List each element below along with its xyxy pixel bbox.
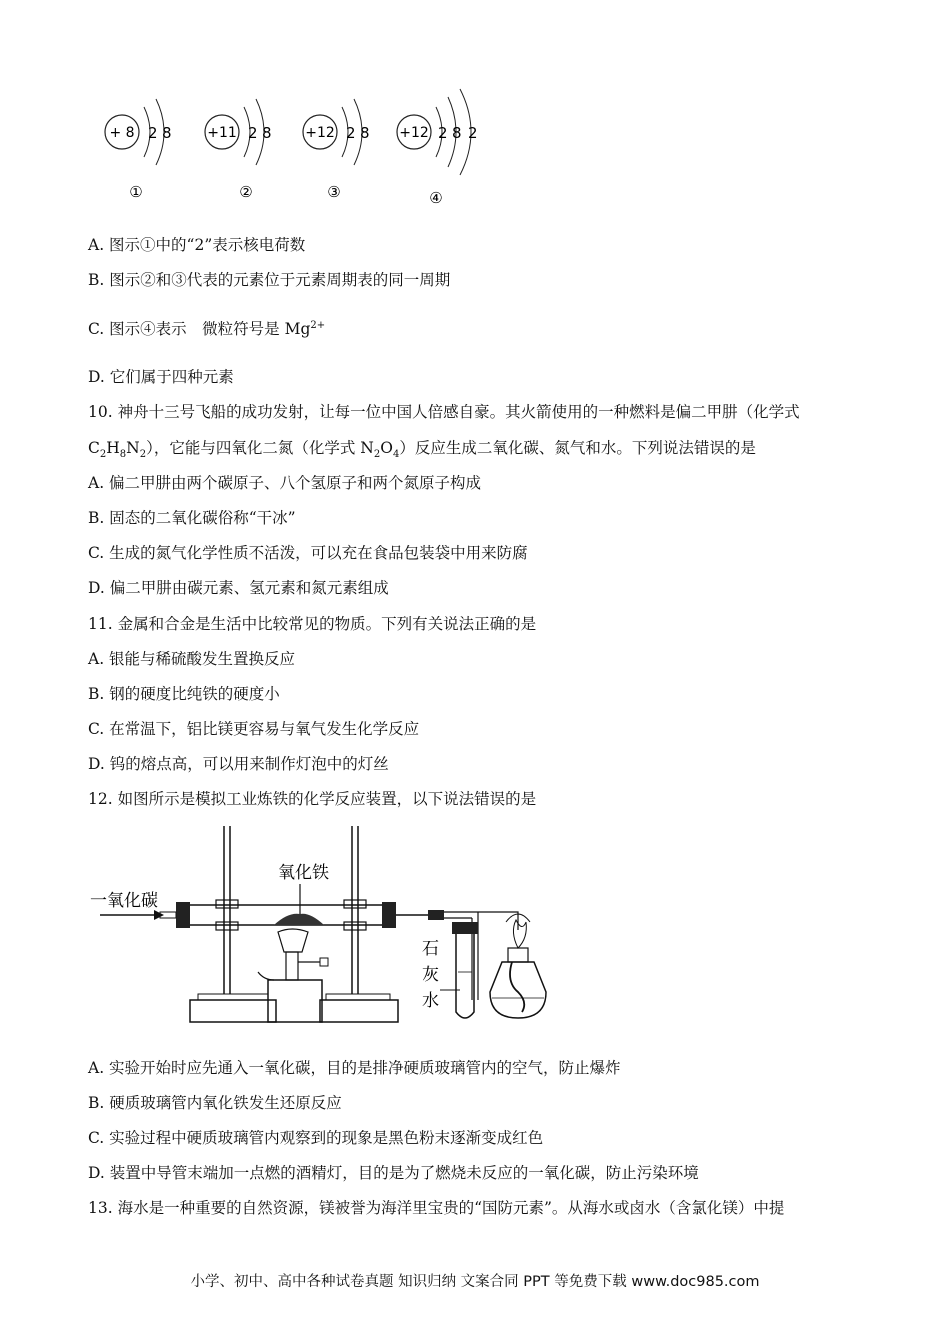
q9-option-d: D. 它们属于四种元素 xyxy=(88,368,234,386)
formula-part: H xyxy=(106,439,120,457)
q10-option-d: D. 偏二甲肼由碳元素、氢元素和氮元素组成 xyxy=(88,579,389,597)
q12-option-a: A. 实验开始时应先通入一氧化碳，目的是排净硬质玻璃管内的空气，防止爆炸 xyxy=(88,1059,621,1077)
iron-oxide-label: 氧化铁 xyxy=(278,863,329,883)
shell-electrons: 8 xyxy=(262,124,272,142)
q11-option-d: D. 钨的熔点高，可以用来制作灯泡中的灯丝 xyxy=(88,755,389,773)
q12-option-b: B. 硬质玻璃管内氧化铁发生还原反应 xyxy=(88,1094,342,1112)
q10-option-a: A. 偏二甲肼由两个碳原子、八个氢原子和两个氮原子构成 xyxy=(88,474,482,492)
atom-diagram-4 xyxy=(397,89,478,207)
q9-option-b: B. 图示②和③代表的元素位于元素周期表的同一周期 xyxy=(88,271,451,289)
limewater-label-2: 灰 xyxy=(422,965,439,985)
formula-subscript: 2 xyxy=(99,449,107,461)
diagram-label: ③ xyxy=(327,183,341,201)
q11-stem: 11. 金属和合金是生活中比较常见的物质。下列有关说法正确的是 xyxy=(88,615,537,633)
nucleus-charge: + 8 xyxy=(109,125,135,141)
diagram-label: ② xyxy=(239,183,253,201)
q9-option-a: A. 图示①中的“2”表示核电荷数 xyxy=(88,236,306,254)
nucleus-charge: +12 xyxy=(305,125,335,141)
q9-option-c-text: C. 图示④表示 微粒符号是 Mg xyxy=(88,320,311,338)
shell-electrons: 2 xyxy=(438,124,448,142)
formula-part: N xyxy=(126,439,140,457)
formula-subscript: 8 xyxy=(119,449,127,461)
nucleus-charge: +12 xyxy=(399,125,429,141)
shell-electrons: 2 xyxy=(148,124,158,142)
formula-part: ）反应生成二氧化碳、氮气和水。下列说法错误的是 xyxy=(399,439,756,457)
atom-diagram-2 xyxy=(205,99,272,201)
q11-option-c: C. 在常温下，铝比镁更容易与氧气发生化学反应 xyxy=(88,720,420,738)
q9-option-c xyxy=(88,319,325,339)
formula-subscript: 2 xyxy=(139,449,147,461)
atom-diagram-3 xyxy=(303,99,370,201)
atom-diagram-1 xyxy=(105,99,172,201)
shell-electrons: 2 xyxy=(468,124,478,142)
q12-option-c: C. 实验过程中硬质玻璃管内观察到的现象是黑色粉末逐渐变成红色 xyxy=(88,1129,544,1147)
diagram-label: ① xyxy=(129,183,143,201)
shell-electrons: 8 xyxy=(162,124,172,142)
q10-option-c: C. 生成的氮气化学性质不活泼，可以充在食品包装袋中用来防腐 xyxy=(88,544,528,562)
q10-stem-line1: 10. 神舟十三号飞船的成功发射，让每一位中国人倍感自豪。其火箭使用的一种燃料是偏二甲肼（化学式 xyxy=(88,403,800,421)
nucleus-charge: +11 xyxy=(207,125,237,141)
co-label: 一氧化碳 xyxy=(90,891,158,911)
formula-subscript: 2 xyxy=(373,449,381,461)
q11-option-b: B. 钢的硬度比纯铁的硬度小 xyxy=(88,685,280,703)
limewater-label-3: 水 xyxy=(422,991,439,1011)
shell-electrons: 8 xyxy=(360,124,370,142)
formula-part: C xyxy=(88,439,100,457)
shell-electrons: 8 xyxy=(452,124,462,142)
q11-option-a: A. 银能与稀硫酸发生置换反应 xyxy=(88,650,296,668)
formula-part: O xyxy=(380,439,393,457)
q9-option-c-charge: 2+ xyxy=(310,319,326,331)
q12-option-d: D. 装置中导管末端加一点燃的酒精灯，目的是为了燃烧未反应的一氧化碳，防止污染环境 xyxy=(88,1164,699,1182)
formula-part: ），它能与四氧化二氮（化学式 N xyxy=(146,439,374,457)
diagram-label: ④ xyxy=(429,189,443,207)
shell-electrons: 2 xyxy=(248,124,258,142)
q12-stem: 12. 如图所示是模拟工业炼铁的化学反应装置，以下说法错误的是 xyxy=(88,790,537,808)
q10-stem-line2 xyxy=(88,438,756,461)
shell-electrons: 2 xyxy=(346,124,356,142)
q10-option-b: B. 固态的二氧化碳俗称“干冰” xyxy=(88,509,296,527)
page-footer: 小学、初中、高中各种试卷真题 知识归纳 文案合同 PPT 等免费下载 www.doc985.com xyxy=(190,1274,760,1290)
formula-subscript: 4 xyxy=(392,449,400,461)
iron-smelting-apparatus xyxy=(88,822,588,1032)
limewater-label-1: 石 xyxy=(422,939,439,959)
q13-stem: 13. 海水是一种重要的自然资源，镁被誉为海洋里宝贵的“国防元素”。从海水或卤水（含氯化镁）中提 xyxy=(88,1199,785,1217)
atom-structure-diagrams xyxy=(100,85,500,210)
